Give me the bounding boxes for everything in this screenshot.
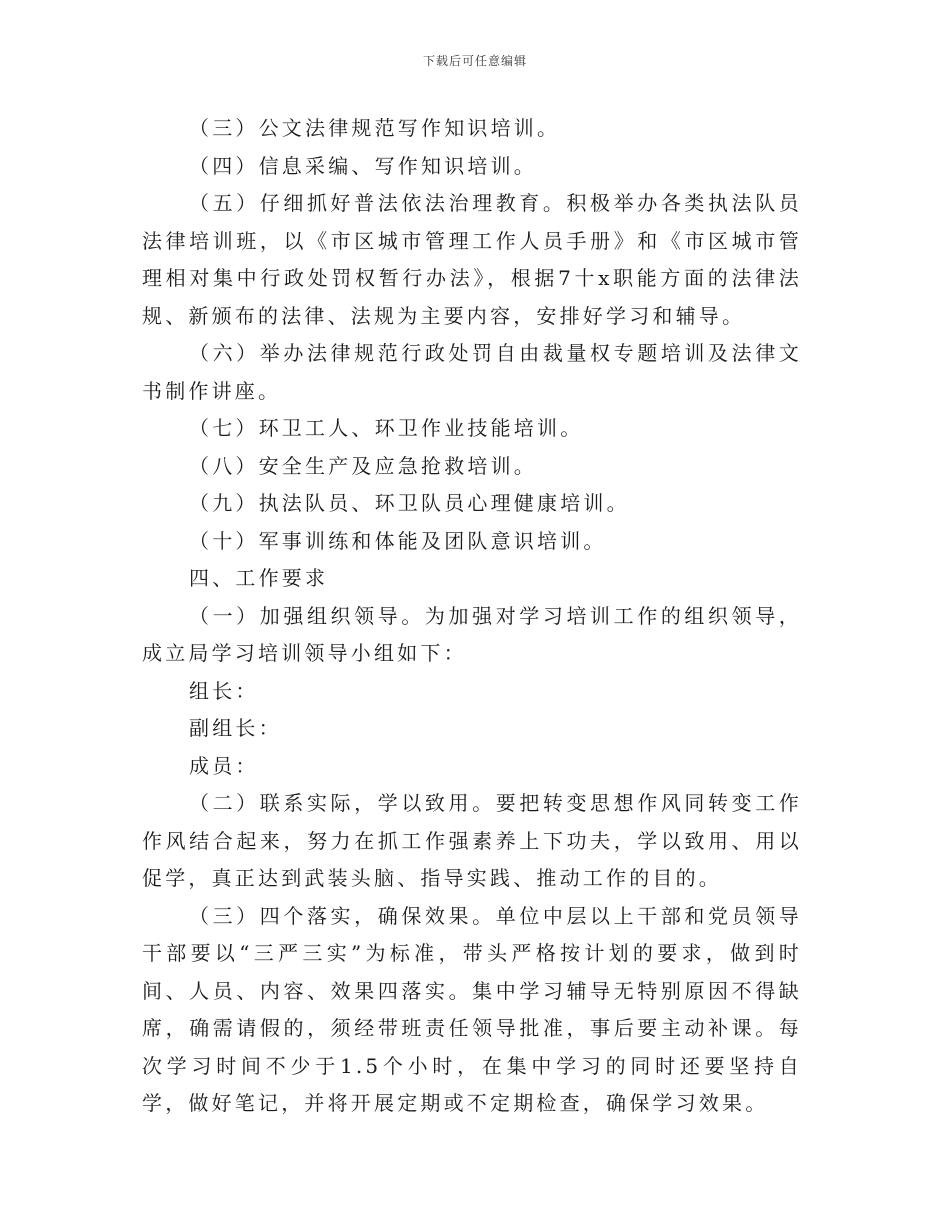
paragraph-item-6: （六）举办法律规范行政处罚自由裁量权专题培训及法律文书制作讲座。 bbox=[142, 341, 802, 403]
requirement-item-2: （二）联系实际，学以致用。要把转变思想作风同转变工作作风结合起来，努力在抓工作强素养上下功夫，学以致用、用以促学，真正达到武装头脑、指导实践、推动工作的目的。 bbox=[142, 791, 802, 890]
paragraph-item-5: （五）仔细抓好普法依法治理教育。积极举办各类执法队员法律培训班，以《市区城市管理工作人员手册》和《市区城市管理相对集中行政处罚权暂行办法》，根据7十x职能方面的法律法规、新颁布的法律、法规为主要内容，安排好学习和辅导。 bbox=[142, 191, 802, 328]
paragraph-item-9: （九）执法队员、环卫队员心理健康培训。 bbox=[189, 491, 630, 515]
document-body bbox=[142, 110, 802, 1123]
page-header: 下载后可任意编辑 bbox=[422, 54, 527, 68]
group-leader-line: 组长： bbox=[189, 678, 259, 703]
members-line: 成员： bbox=[189, 753, 259, 778]
deputy-leader-line: 副组长： bbox=[189, 716, 282, 740]
requirement-item-3: （三）四个落实，确保效果。单位中层以上干部和党员领导干部要以“三严三实”为标准，带头严格按计划的要求，做到时间、人员、内容、效果四落实。集中学习辅导无特别原因不得缺席，确需请假的，须经带班责任领导批准，事后要主动补课。每次学习时间不少于1.5个小时，在集中学习的同时还要坚持自学，做好笔记，并将开展定期或不定期检查，确保学习效果。 bbox=[142, 903, 802, 1115]
paragraph-item-3: （三）公文法律规范写作知识培训。 bbox=[189, 116, 561, 140]
paragraph-item-7: （七）环卫工人、环卫作业技能培训。 bbox=[189, 416, 584, 440]
section-heading-requirements: 四、工作要求 bbox=[189, 566, 329, 590]
paragraph-item-4: （四）信息采编、写作知识培训。 bbox=[189, 153, 537, 178]
requirement-item-1: （一）加强组织领导。为加强对学习培训工作的组织领导，成立局学习培训领导小组如下： bbox=[142, 603, 802, 665]
paragraph-item-10: （十）军事训练和体能及团队意识培训。 bbox=[189, 528, 607, 553]
paragraph-item-8: （八）安全生产及应急抢救培训。 bbox=[189, 453, 537, 478]
